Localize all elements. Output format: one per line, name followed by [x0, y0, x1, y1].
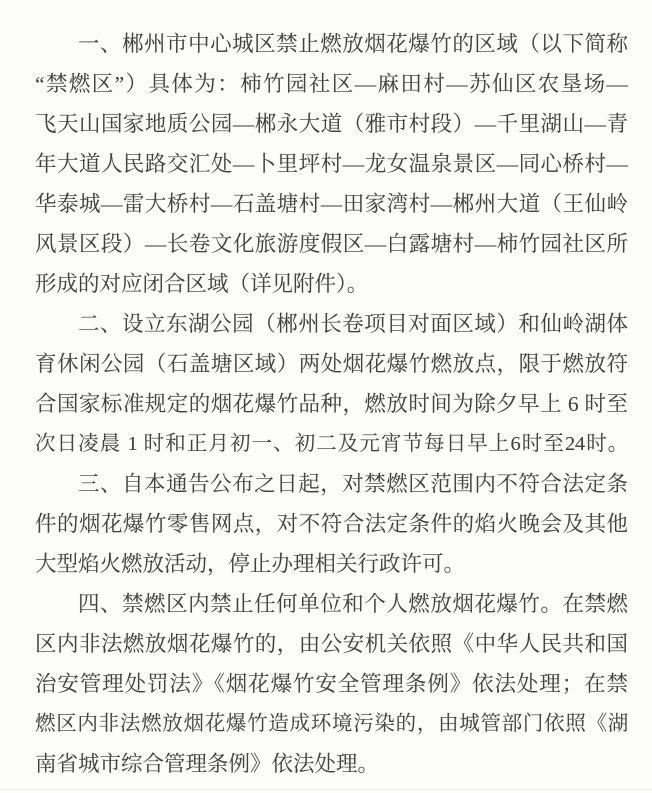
text-line-paragraph2-start: 二、设立东湖公园（郴州长卷项目对面区域）和仙岭湖体 [78, 312, 628, 336]
text-line-paragraph3-start: 三、自本通告公布之日起，对禁燃区范围内不符合法定条 [78, 472, 628, 496]
text-line: 合国家标准规定的烟花爆竹品种，燃放时间为除夕早上 6 时至 [35, 392, 628, 416]
text-line-paragraph4-start: 四、禁燃区内禁止任何单位和个人燃放烟花爆竹。在禁燃 [78, 592, 628, 616]
text-line-paragraph1-start: 一、郴州市中心城区禁止燃放烟花爆竹的区域（以下简称 [78, 32, 628, 56]
text-line: 飞天山国家地质公园—郴永大道（雅市村段）—千里湖山—青 [35, 112, 628, 136]
text-line: 年大道人民路交汇处—卜里坪村—龙女温泉景区—同心桥村— [35, 152, 628, 176]
text-line: 区内非法燃放烟花爆竹的，由公安机关依照《中华人民共和国 [35, 632, 628, 656]
scan-artifact-streak [0, 788, 652, 791]
text-line: 燃区内非法燃放烟花爆竹造成环境污染的，由城管部门依照《湖 [35, 713, 628, 735]
text-line-paragraph4-end: 南省城市综合管理条例》依法处理。 [35, 752, 380, 776]
text-line: 治安管理处罚法》《烟花爆竹安全管理条例》依法处理；在禁 [35, 672, 628, 696]
text-line-paragraph3-end: 大型焰火燃放活动，停止办理相关行政许可。 [35, 552, 466, 576]
text-line: “禁燃区”）具体为：柿竹园社区—麻田村—苏仙区农垦场— [35, 72, 628, 96]
text-line: 华泰城—雷大桥村—石盖塘村—田家湾村—郴州大道（王仙岭 [35, 192, 628, 216]
text-line: 育休闲公园（石盖塘区域）两处烟花爆竹燃放点，限于燃放符 [35, 352, 628, 376]
text-line: 风景区段）—长卷文化旅游度假区—白露塘村—柿竹园社区所 [35, 232, 628, 256]
text-line-paragraph1-end: 形成的对应闭合区域（详见附件）。 [35, 272, 369, 296]
text-line-paragraph2-end: 次日凌晨 1 时和正月初一、初二及元宵节每日早上6时至24时。 [35, 433, 628, 455]
text-line: 件的烟花爆竹零售网点，对不符合法定条件的焰火晚会及其他 [35, 512, 628, 536]
